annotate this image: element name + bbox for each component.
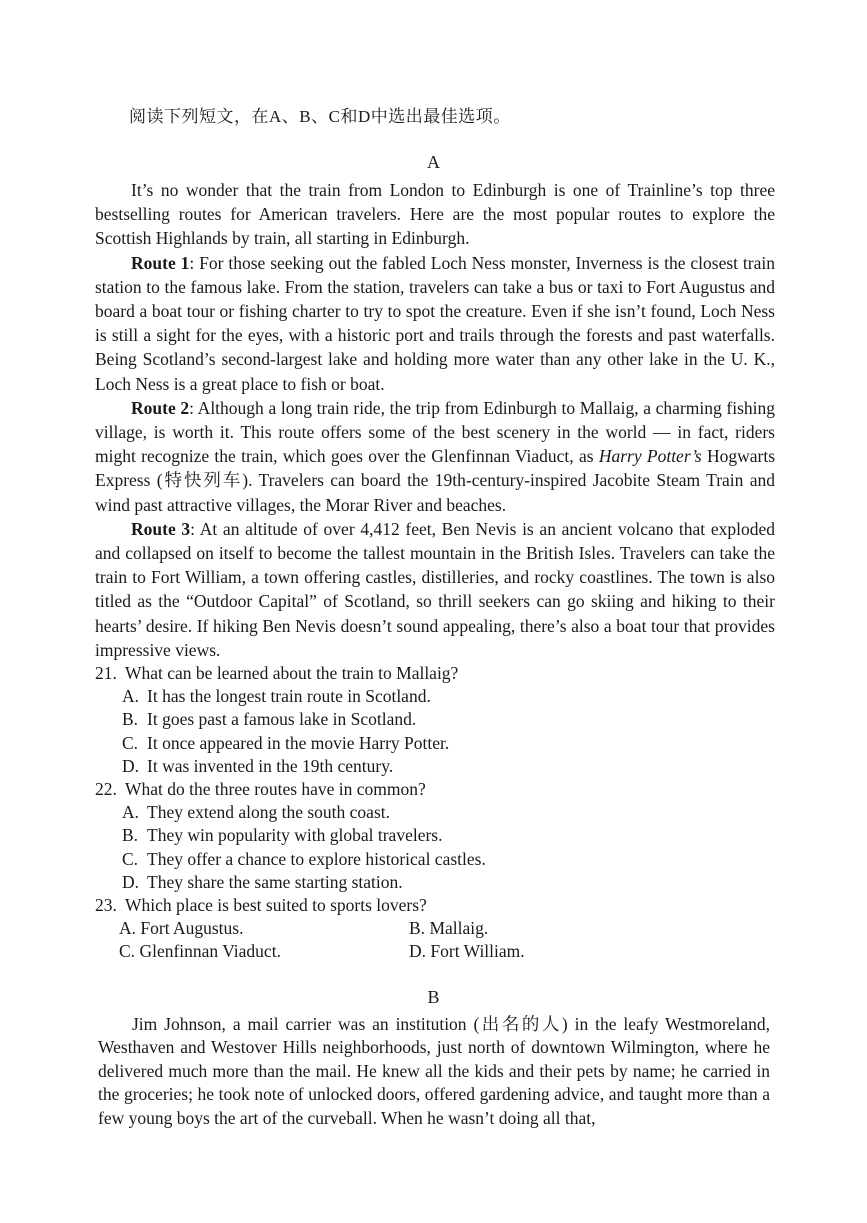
route-1-text: : For those seeking out the fabled Loch Ness monster, Inverness is the closest train station to the famous lake. From the station, travelers can take a bus or taxi to Fort Augustus and board a boat tour or fishing charter to try to spot the creature. Even if she isn’t found, Loch Ness is still a sight for the eyes, with a historic port and trails through the forests and past waterfalls. Being Scotland’s second-largest lake and holding more water than any other lake in the U. K., Loch Ness is a great place to fish or boat. bbox=[95, 252, 775, 394]
option-22-b: B. They win popularity with global travelers. bbox=[122, 825, 443, 846]
route-2-paragraph bbox=[95, 396, 775, 517]
route-1-paragraph bbox=[95, 251, 775, 396]
route-3-paragraph bbox=[95, 517, 775, 662]
question-22 bbox=[95, 778, 775, 894]
passage-b-text: Jim Johnson, a mail carrier was an institution (出名的人) in the leafy Westmoreland, Westhaven and Westover Hills neighborhoods, just north of downtown Wilmington, where he delivered much more than the mail. He knew all the kids and their pets by name; he carried in the groceries; he took note of unlocked doors, offered gardening advice, and taught more than a few young boys the art of the curveball. When he wasn’t doing all that, bbox=[98, 1014, 770, 1128]
option-23-a: A. Fort Augustus. bbox=[119, 918, 244, 939]
passage-b-label: B bbox=[427, 987, 440, 1007]
question-21 bbox=[95, 662, 775, 778]
route-1-label: Route 1 bbox=[131, 252, 190, 273]
route-2-text-after: Hogwarts Express (特快列车). Travelers can board the 19th-century-inspired Jacobite Steam Train and wind past attractive villages, the Morar River and beaches. bbox=[95, 446, 775, 515]
question-23-stem bbox=[95, 894, 775, 917]
route-2-label: Route 2 bbox=[131, 397, 190, 418]
option-21-b: B. It goes past a famous lake in Scotland. bbox=[122, 709, 417, 730]
reading-instruction: 阅读下列短文，在A、B、C和D中选出最佳选项。 bbox=[129, 107, 511, 126]
question-text: Which place is best suited to sports lovers? bbox=[125, 895, 427, 916]
option-23-b: B. Mallaig. bbox=[409, 918, 489, 939]
passage-a bbox=[95, 178, 775, 662]
question-list bbox=[95, 662, 775, 964]
question-number: 23. bbox=[95, 895, 117, 916]
passage-a-label: A bbox=[427, 152, 440, 172]
option-22-d: D. They share the same starting station. bbox=[122, 871, 403, 892]
option-22-c: C. They offer a chance to explore historical castles. bbox=[122, 848, 486, 869]
question-number: 22. bbox=[95, 779, 117, 800]
question-23-options bbox=[119, 917, 775, 963]
route-2-text-before: : Although a long train ride, the trip from Edinburgh to Mallaig, a charming fishing village, is worth it. This route offers some of the best scenery in the world — in fact, riders might recognize the train, which goes over the Glenfinnan Viaduct, as bbox=[95, 397, 775, 467]
route-3-label: Route 3 bbox=[131, 518, 191, 539]
question-text: What can be learned about the train to Mallaig? bbox=[125, 663, 459, 683]
option-21-a: A. It has the longest train route in Scotland. bbox=[122, 686, 431, 707]
passage-b bbox=[98, 1013, 770, 1130]
option-22-a: A. They extend along the south coast. bbox=[122, 802, 390, 823]
route-2-italic-title: Harry Potter’s bbox=[598, 446, 702, 467]
route-3-text: : At an altitude of over 4,412 feet, Ben Nevis is an ancient volcano that exploded and collapsed on itself to become the tallest mountain in the British Isles. Travelers can take the train to Fort William, a town offering castles, distilleries, and rocky coastlines. The town is also titled as the “Outdoor Capital” of Scotland, so thrill seekers can go skiing and hiking to their hearts’ desire. If hiking Ben Nevis doesn’t sound appealing, there’s also a boat tour that provides impressive views. bbox=[95, 518, 776, 660]
passage-a-intro: It’s no wonder that the train from London to Edinburgh is one of Trainline’s top three bestselling routes for American travelers. Here are the most popular routes to explore the Scottish Highlands by train, all starting in Edinburgh. bbox=[95, 180, 775, 249]
option-23-d: D. Fort William. bbox=[409, 941, 525, 962]
option-21-c: C. It once appeared in the movie Harry Potter. bbox=[122, 732, 450, 753]
question-21-stem bbox=[95, 662, 775, 685]
question-number: 21. bbox=[95, 663, 117, 683]
question-22-stem bbox=[95, 778, 775, 801]
question-text: What do the three routes have in common? bbox=[125, 779, 426, 800]
option-23-c: C. Glenfinnan Viaduct. bbox=[119, 941, 281, 962]
question-23 bbox=[95, 894, 775, 964]
option-21-d: D. It was invented in the 19th century. bbox=[122, 755, 394, 776]
